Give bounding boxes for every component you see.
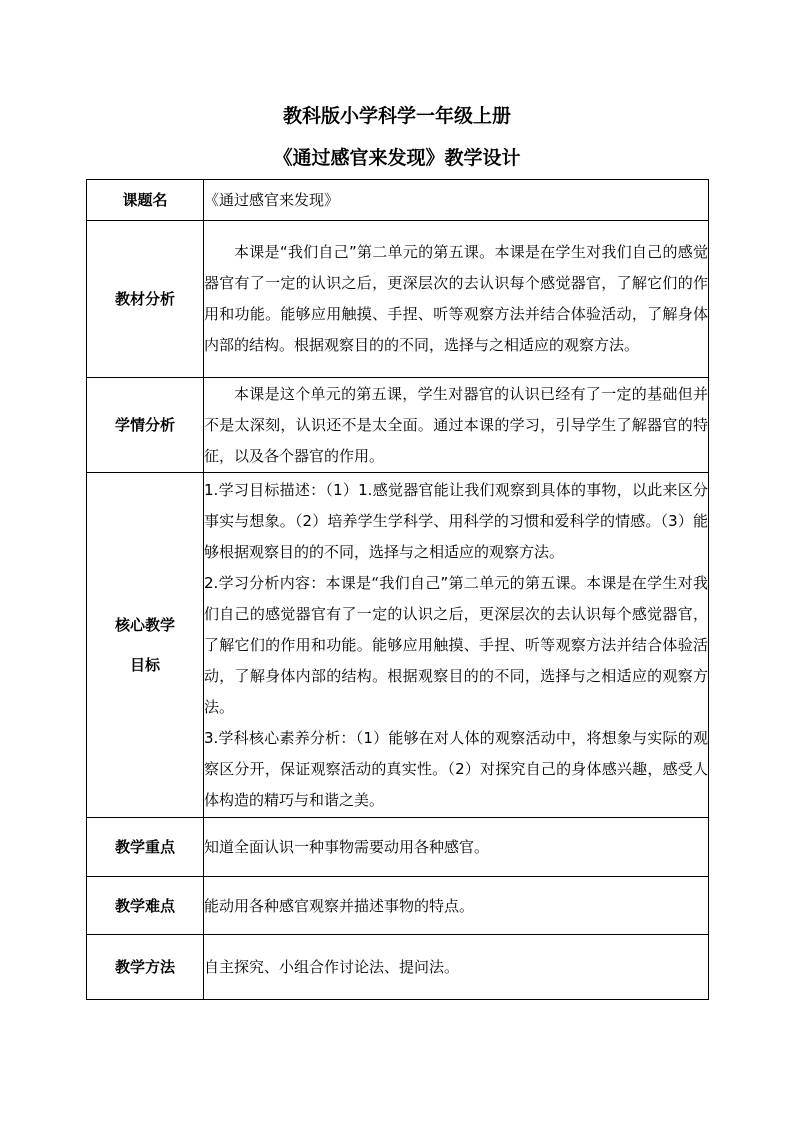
goals-paragraph-1: 1.学习目标描述：（1）1.感觉器官能让我们观察到具体的事物，以此来区分事实与想象。（2）培养学生学科学、用科学的习惯和爱科学的情感。（3）能够根据观察目的的不同，选择与之相适应的观察方法。 <box>204 480 708 561</box>
cell-material <box>204 221 709 378</box>
table-row-difficulties <box>87 877 709 935</box>
label-key-points: 教学重点 <box>87 818 204 877</box>
text-key-points: 知道全面认识一种事物需要动用各种感官。 <box>204 818 709 877</box>
label-difficulties: 教学难点 <box>87 877 204 935</box>
table-row-goals <box>87 473 709 818</box>
label-goals <box>87 473 204 818</box>
text-material: 本课是“我们自己”第二单元的第五课。本课是在学生对我们自己的感觉器官有了一定的认识之后，更深层次的去认识每个感觉器官，了解它们的作用和功能。能够应用触摸、手捏、听等观察方法并结合体验活动，了解身体内部的结构。根据观察目的的不同，选择与之相适应的观察方法。 <box>204 243 708 354</box>
text-difficulties: 能动用各种感官观察并描述事物的特点。 <box>204 877 709 935</box>
lesson-design-table <box>86 179 709 1000</box>
label-material: 教材分析 <box>87 221 204 378</box>
table-row-learner <box>87 378 709 473</box>
table-row-topic <box>87 180 709 221</box>
goals-paragraph-2: 2.学习分析内容：本课是“我们自己”第二单元的第五课。本课是在学生对我们自己的感觉器官有了一定的认识之后，更深层次的去认识每个感觉器官，了解它们的作用和功能。能够应用触摸、手捏、听等观察方法并结合体验活动，了解身体内部的结构。根据观察目的的不同，选择与之相适应的观察方法。 <box>204 573 708 716</box>
table-row-key-points <box>87 818 709 877</box>
table-row-material <box>87 221 709 378</box>
text-methods: 自主探究、小组合作讨论法、提问法。 <box>204 935 709 1000</box>
goals-paragraph-3: 3.学科核心素养分析：（1）能够在对人体的观察活动中，将想象与实际的观察区分开，保证观察活动的真实性。（2）对探究自己的身体感兴趣，感受人体构造的精巧与和谐之美。 <box>204 728 708 809</box>
text-learner: 本课是这个单元的第五课，学生对器官的认识已经有了一定的基础但并不是太深刻，认识还不是太全面。通过本课的学习，引导学生了解器官的特征，以及各个器官的作用。 <box>204 384 708 465</box>
label-goals-line1: 核心教学 <box>114 616 175 634</box>
value-topic: 《通过感官来发现》 <box>204 180 709 221</box>
label-topic: 课题名 <box>87 180 204 221</box>
document-subtitle: 《通过感官来发现》教学设计 <box>273 147 521 169</box>
document-title: 教科版小学科学一年级上册 <box>282 105 511 127</box>
cell-learner <box>204 378 709 473</box>
label-methods: 教学方法 <box>87 935 204 1000</box>
label-goals-line2: 目标 <box>129 656 160 674</box>
table-row-methods <box>87 935 709 1000</box>
cell-goals <box>204 473 709 818</box>
label-learner: 学情分析 <box>87 378 204 473</box>
